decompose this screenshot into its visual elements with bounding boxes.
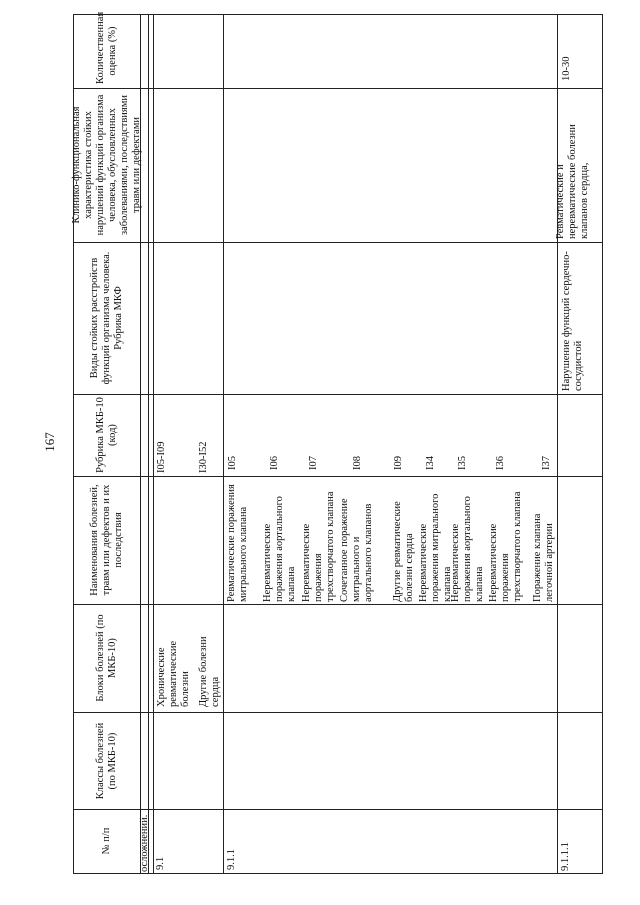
disease-name: Неревматические поражения трехстворчатого клапана <box>488 491 523 602</box>
disease-name: Ревматические поражения митрального клапана <box>226 484 249 602</box>
row-9-1-block-other: Другие болезни сердца <box>198 636 221 707</box>
icd-code: I08 <box>352 456 363 470</box>
disease-name: Неревматические поражения трехстворчатого клапана <box>301 491 336 602</box>
icd-code: I34 <box>425 456 436 470</box>
row-9-1-code-1: I05-I09 <box>156 441 167 473</box>
row-9-1-1-number: 9.1.1 <box>226 849 237 870</box>
header-disorder-type: Виды стойких расстройств функций организма человека. Рубрика МКФ <box>88 251 124 385</box>
header-characteristic: Клинико-функциональная характеристика стойких нарушений функций организма человека, обусловленных заболеваниями, последствиями травм или дефектами <box>70 94 142 236</box>
disease-name: Поражение клапана легочной артерии <box>532 513 555 602</box>
row-9-1-1-1-number: 9.1.1.1 <box>560 842 571 871</box>
icd-code: I37 <box>541 456 552 470</box>
header-blocks: Блоки болезней (по МКБ-10) <box>94 614 118 702</box>
icd-code: I09 <box>393 456 404 470</box>
disease-name: Неревматические поражения митрального клапана <box>418 493 453 602</box>
disease-name: Другие ревматические болезни сердца <box>392 501 415 602</box>
grid-line <box>602 14 603 874</box>
disease-name: Неревматические поражения аортального клапана <box>450 496 485 602</box>
header-number: № п/п <box>100 827 112 855</box>
row-9-1-block-chronic: Хронические ревматические болезни <box>156 640 191 707</box>
header-classes: Классы болезней (по МКБ-10) <box>94 722 118 799</box>
row-9-1-number: 9.1 <box>155 856 166 870</box>
disease-name: Неревматические поражения аортального клапана <box>262 496 297 602</box>
row-9-1-1-1-disorder-type: Нарушение функций сердечно-сосудистой <box>561 251 584 391</box>
row-9-1-1-1-characteristic: Ревматические и неревматические болезни клапанов сердца, <box>555 124 590 239</box>
header-disease-name: Наименования болезней, травм или дефектов и их последствия <box>88 484 124 596</box>
prev-row-tail: осложнений. <box>138 814 150 872</box>
disease-name: Сочетанное поражение митрального и аортального клапанов <box>339 498 374 602</box>
page-number: 167 <box>42 432 57 452</box>
row-9-1-1-1-percent: 10-30 <box>561 56 572 81</box>
disability-criteria-table <box>70 11 603 874</box>
header-icd-code: Рубрика МКБ-10 (код) <box>94 397 118 473</box>
row-9-1-code-2: I30-I52 <box>198 441 209 473</box>
grid-line <box>223 14 224 874</box>
icd-code: I06 <box>269 456 280 470</box>
icd-code: I35 <box>457 456 468 470</box>
icd-code: I07 <box>308 456 319 470</box>
grid-line <box>148 14 149 874</box>
icd-code: I36 <box>495 456 506 470</box>
icd-code: I05 <box>227 456 238 470</box>
header-pct: Количественная оценка (%) <box>94 11 118 84</box>
